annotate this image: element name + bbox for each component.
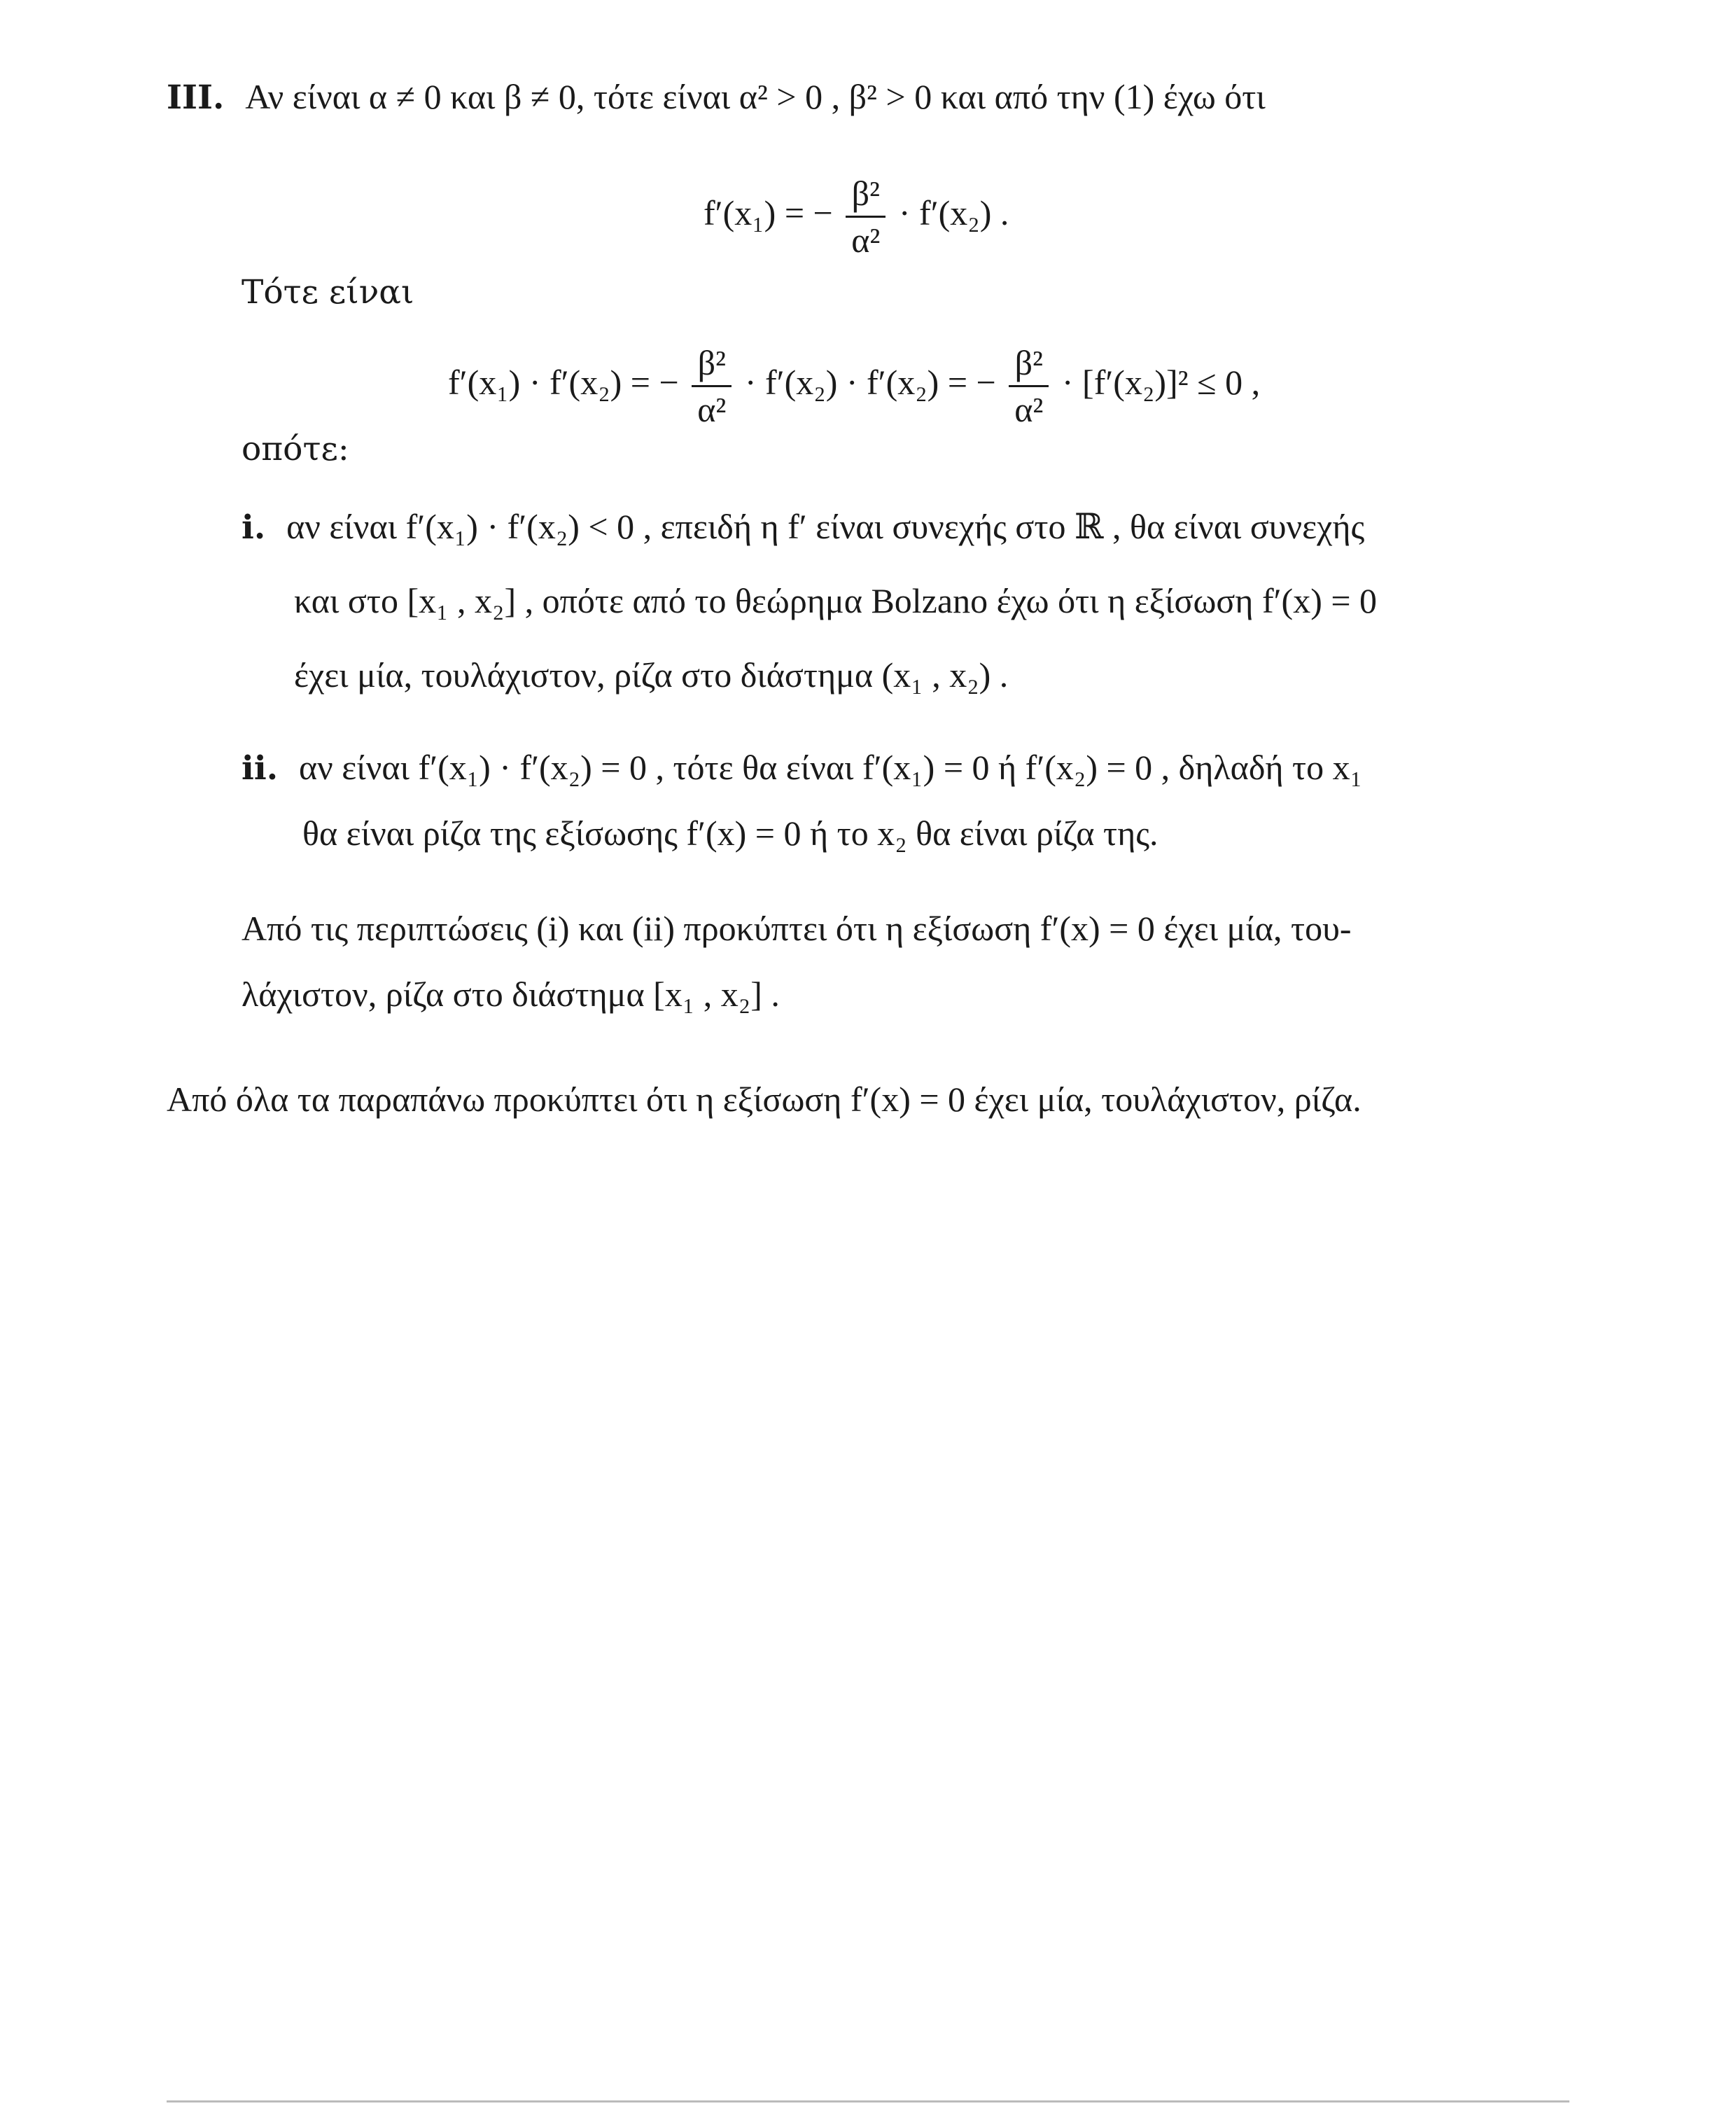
section-3-marker: III. <box>167 78 225 117</box>
opote-text: οπότε: <box>241 430 349 468</box>
footer-divider <box>167 2100 1569 2102</box>
case-i-text-1: αν είναι f′(x₁) · f′(x₂) < 0 , επειδή η f′ είναι συνεχής στο ℝ , θα είναι συνεχής <box>286 507 1365 546</box>
section-3-intro-text: Αν είναι α ≠ 0 και β ≠ 0, τότε είναι α² > 0 , β² > 0 και από την (1) έχω ότι <box>245 77 1266 116</box>
case-i-line-1 <box>241 505 1364 549</box>
equation-2-numerator-2: β² <box>1009 343 1049 387</box>
equation-1-numerator: β² <box>846 174 886 218</box>
equation-2-middle: · f′(x₂) · f′(x₂) = − <box>744 362 996 402</box>
summary-line-2: λάχιστον, ρίζα στο διάστημα [x₁ , x₂] . <box>241 975 780 1014</box>
case-i-line-2: και στο [x₁ , x₂] , οπότε από το θεώρημα Bolzano έχω ότι η εξίσωση f′(x) = 0 <box>294 581 1378 620</box>
equation-2-lhs: f′(x₁) · f′(x₂) = − <box>448 362 679 402</box>
equation-2-rhs: · [f′(x₂)]² ≤ 0 , <box>1061 362 1261 402</box>
equation-2-denominator-2: α² <box>1014 390 1044 429</box>
equation-1 <box>704 174 1009 260</box>
equation-1-fraction <box>846 174 886 260</box>
equation-2 <box>448 343 1260 429</box>
tote-einai-text: Τότε είναι <box>241 273 414 312</box>
equation-1-denominator: α² <box>851 221 881 260</box>
equation-2-denominator-1: α² <box>697 390 727 429</box>
case-ii-marker: ii. <box>241 749 279 788</box>
case-i-marker: i. <box>241 508 266 547</box>
equation-2-fraction-1 <box>692 343 732 429</box>
conclusion-text: Από όλα τα παραπάνω προκύπτει ότι η εξίσωση f′(x) = 0 έχει μία, τουλάχιστον, ρίζα. <box>167 1080 1362 1119</box>
equation-2-fraction-2 <box>1009 343 1049 429</box>
case-ii-text-1: αν είναι f′(x₁) · f′(x₂) = 0 , τότε θα είναι f′(x₁) = 0 ή f′(x₂) = 0 , δηλαδή το x₁ <box>298 748 1363 787</box>
case-i-line-3: έχει μία, τουλάχιστον, ρίζα στο διάστημα (x₁ , x₂) . <box>294 655 1009 695</box>
summary-line-1: Από τις περιπτώσεις (i) και (ii) προκύπτει ότι η εξίσωση f′(x) = 0 έχει μία, του- <box>241 909 1352 948</box>
case-ii-line-1 <box>241 746 1362 790</box>
equation-2-numerator-1: β² <box>692 343 732 387</box>
equation-1-rhs: · f′(x₂) . <box>898 193 1009 232</box>
section-3-intro-line <box>167 76 1266 119</box>
case-ii-line-2: θα είναι ρίζα της εξίσωσης f′(x) = 0 ή το x₂ θα είναι ρίζα της. <box>302 814 1158 853</box>
equation-1-lhs: f′(x₁) = − <box>704 193 833 232</box>
